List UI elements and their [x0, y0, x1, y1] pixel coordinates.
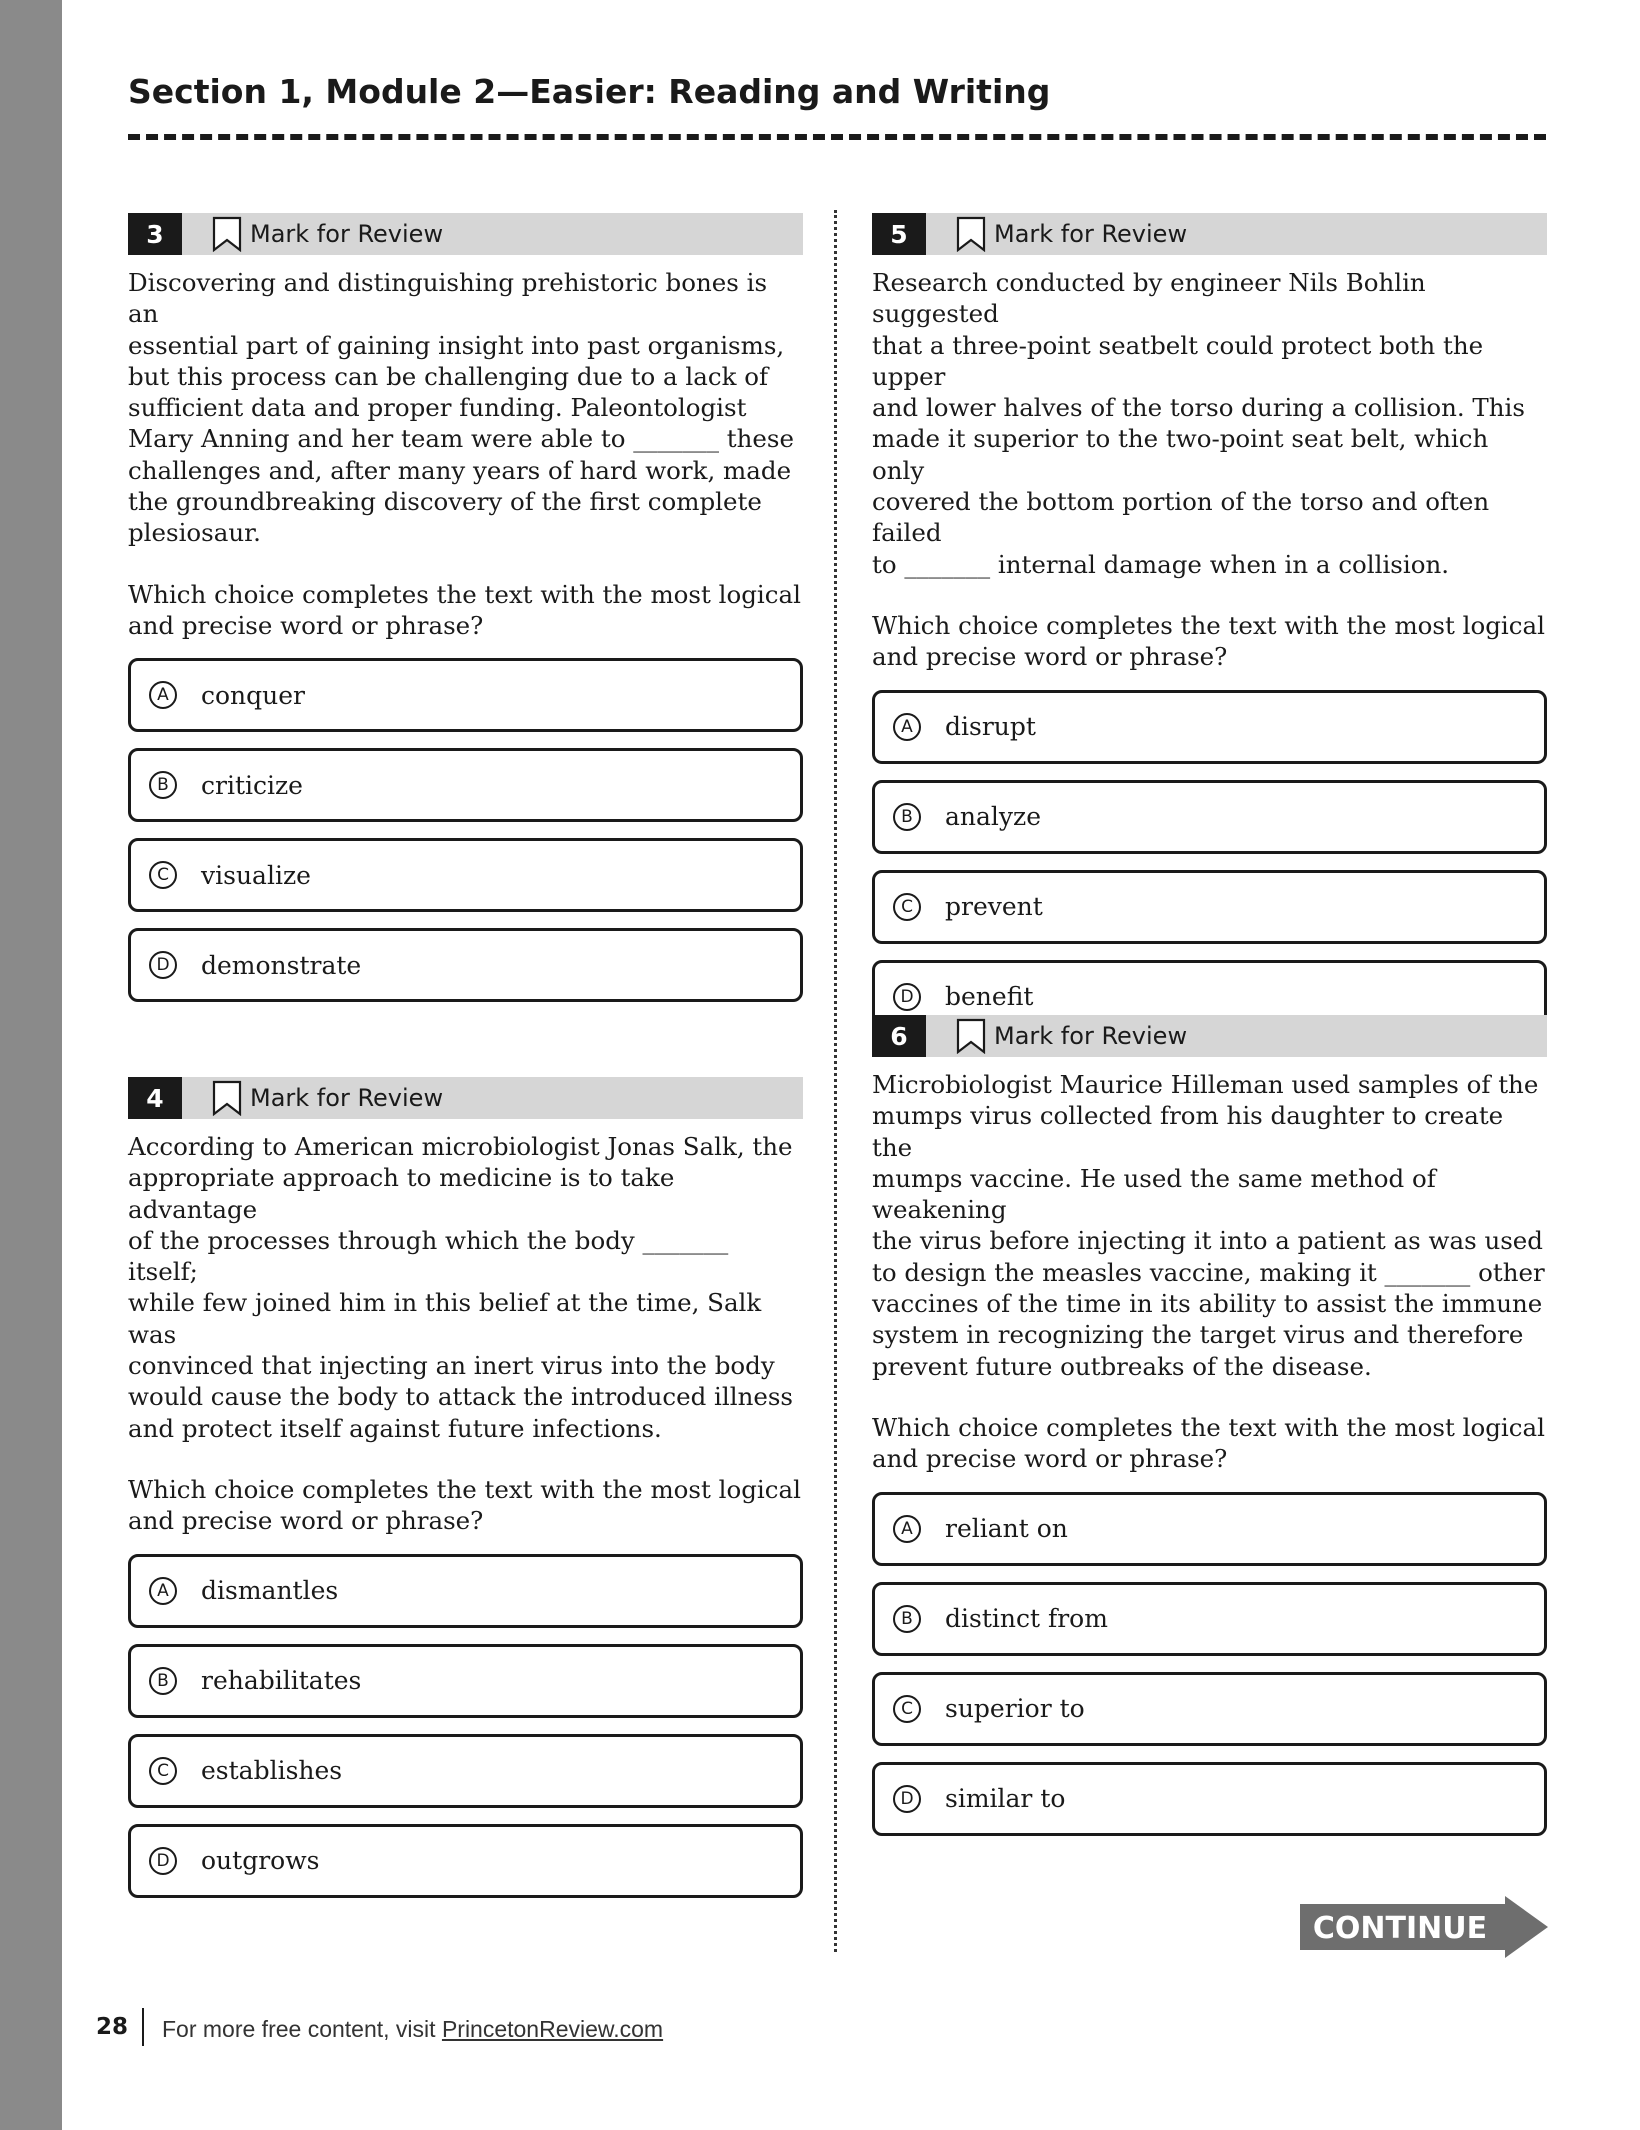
choice-text: visualize — [201, 860, 311, 890]
choice-b[interactable] — [872, 780, 1547, 854]
mark-for-review-label[interactable]: Mark for Review — [250, 220, 444, 248]
choice-letter: C — [893, 1695, 921, 1723]
footer-link[interactable]: PrincetonReview.com — [441, 2016, 664, 2042]
choice-text: distinct from — [945, 1604, 1108, 1634]
question-4 — [128, 1077, 803, 1914]
passage-text: Discovering and distinguishing prehistoric bones is an essential part of gaining insight into past organisms, but this process can be challenging due to a lack of sufficient data and proper funding. Paleontologist Mary Anning and her team were able to _______ these challenges and, after many years of hard work, made the groundbreaking discovery of the first complete plesiosaur. — [128, 268, 794, 548]
choice-letter: A — [893, 713, 921, 741]
footer-separator — [142, 2008, 144, 2046]
choice-d[interactable] — [128, 1824, 803, 1898]
bookmark-icon[interactable] — [956, 1018, 986, 1054]
choice-text: similar to — [945, 1784, 1066, 1814]
bookmark-icon[interactable] — [212, 216, 242, 252]
choice-text: superior to — [945, 1694, 1085, 1724]
choice-letter: C — [149, 1757, 177, 1785]
question-6 — [872, 1015, 1547, 1852]
choice-text: dismantles — [201, 1576, 339, 1606]
choice-d[interactable] — [128, 928, 803, 1002]
choice-text: prevent — [945, 892, 1043, 922]
choice-a[interactable] — [128, 658, 803, 732]
choice-b[interactable] — [872, 1582, 1547, 1656]
choice-letter: B — [149, 1667, 177, 1695]
passage-text: Microbiologist Maurice Hilleman used samples of the mumps virus collected from his daughter to create the mumps vaccine. He used the same method of weakening the virus before injecting it into a patient as was used to design the measles vaccine, making it _______ other vaccines of the time in its ability to assist the immune system in recognizing the target virus and therefore prevent future outbreaks of the disease. — [872, 1070, 1545, 1381]
answer-choices — [872, 690, 1547, 1034]
choice-text: benefit — [945, 982, 1034, 1012]
choice-letter: A — [149, 681, 177, 709]
question-number: 3 — [128, 213, 182, 255]
choice-b[interactable] — [128, 748, 803, 822]
question-header — [872, 213, 1547, 255]
choice-a[interactable] — [128, 1554, 803, 1628]
choice-a[interactable] — [872, 690, 1547, 764]
question-prompt: Which choice completes the text with the most logical and precise word or phrase? — [128, 1474, 801, 1536]
choice-letter: D — [893, 983, 921, 1011]
passage-text: According to American microbiologist Jonas Salk, the appropriate approach to medicine is to take advantage of the processes through which the body _______ itself; while few joined him in this belief at the time, Salk was convinced that injecting an inert virus into the body would cause the body to attack the introduced illness and protect itself against future infections. — [128, 1132, 793, 1443]
choice-text: reliant on — [945, 1514, 1068, 1544]
choice-text: conquer — [201, 680, 306, 710]
choice-text: rehabilitates — [201, 1666, 362, 1696]
choice-letter: C — [149, 861, 177, 889]
section-title: Section 1, Module 2—Easier: Reading and Writing — [128, 72, 1051, 111]
choice-letter: D — [149, 1847, 177, 1875]
continue-button[interactable] — [1300, 1896, 1548, 1958]
choice-letter: C — [893, 893, 921, 921]
choice-text: demonstrate — [201, 950, 362, 980]
choice-c[interactable] — [128, 838, 803, 912]
choice-text: disrupt — [945, 712, 1036, 742]
mark-for-review-label[interactable]: Mark for Review — [994, 220, 1188, 248]
choice-c[interactable] — [128, 1734, 803, 1808]
continue-label: CONTINUE — [1312, 1911, 1488, 1946]
choice-c[interactable] — [872, 1672, 1547, 1746]
mark-for-review-label[interactable]: Mark for Review — [250, 1084, 444, 1112]
choice-letter: B — [893, 803, 921, 831]
question-5 — [872, 213, 1547, 1050]
question-header — [128, 1077, 803, 1119]
footer-prefix: For more free content, visit — [162, 2016, 442, 2042]
question-number: 4 — [128, 1077, 182, 1119]
choice-letter: A — [149, 1577, 177, 1605]
page-number: 28 — [96, 2014, 129, 2040]
question-prompt: Which choice completes the text with the most logical and precise word or phrase? — [872, 1412, 1545, 1474]
choice-letter: D — [149, 951, 177, 979]
footer-text — [162, 2016, 663, 2043]
mark-for-review-label[interactable]: Mark for Review — [994, 1022, 1188, 1050]
choice-letter: D — [893, 1785, 921, 1813]
question-header — [872, 1015, 1547, 1057]
choice-text: criticize — [201, 770, 303, 800]
choice-d[interactable] — [872, 1762, 1547, 1836]
choice-text: analyze — [945, 802, 1041, 832]
choice-letter: A — [893, 1515, 921, 1543]
question-prompt: Which choice completes the text with the most logical and precise word or phrase? — [128, 579, 801, 640]
bookmark-icon[interactable] — [212, 1080, 242, 1116]
choice-c[interactable] — [872, 870, 1547, 944]
passage-text: Research conducted by engineer Nils Bohlin suggested that a three-point seatbelt could protect both the upper and lower halves of the torso during a collision. This made it superior to the two-point seat belt, which only covered the bottom portion of the torso and often failed to _______ internal damage when in a collision. — [872, 268, 1525, 579]
question-number: 6 — [872, 1015, 926, 1057]
choice-letter: B — [149, 771, 177, 799]
question-number: 5 — [872, 213, 926, 255]
choice-text: establishes — [201, 1756, 343, 1786]
left-margin-bar — [0, 0, 62, 2130]
answer-choices — [872, 1492, 1547, 1836]
choice-a[interactable] — [872, 1492, 1547, 1566]
choice-letter: B — [893, 1605, 921, 1633]
title-rule — [128, 134, 1546, 140]
choice-text: outgrows — [201, 1846, 320, 1876]
question-header — [128, 213, 803, 255]
column-divider — [834, 210, 837, 1952]
choice-b[interactable] — [128, 1644, 803, 1718]
question-3 — [128, 213, 803, 1018]
bookmark-icon[interactable] — [956, 216, 986, 252]
answer-choices — [128, 658, 803, 1002]
answer-choices — [128, 1554, 803, 1898]
question-prompt: Which choice completes the text with the most logical and precise word or phrase? — [872, 610, 1545, 672]
